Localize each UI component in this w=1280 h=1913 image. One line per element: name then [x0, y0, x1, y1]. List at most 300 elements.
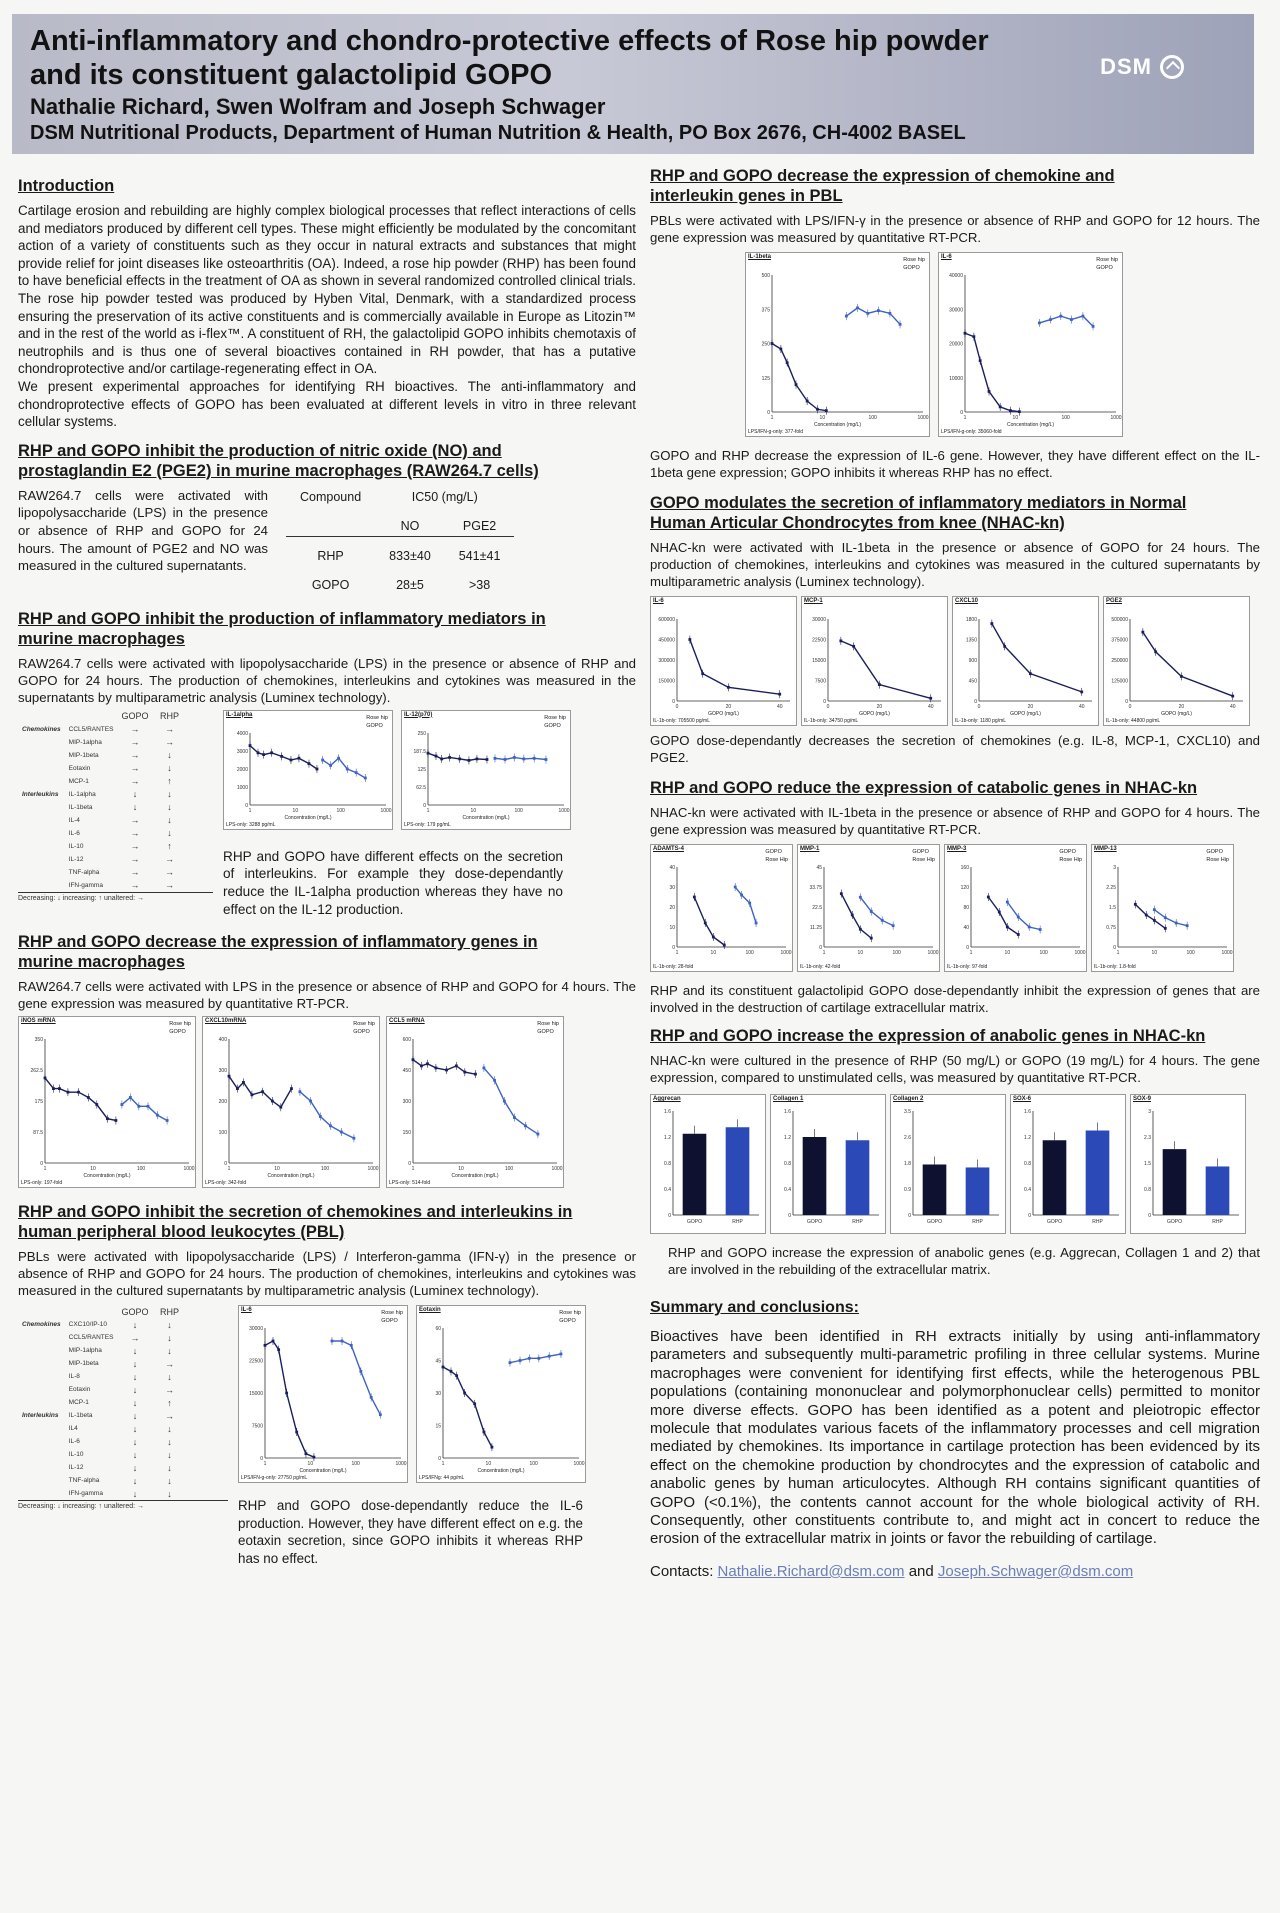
x-label: Concentration (mg/L): [83, 1173, 131, 1180]
y-tick-label: 0: [438, 1456, 441, 1463]
data-point: [120, 1103, 123, 1106]
x-tick-label: GOPO: [1046, 1219, 1063, 1225]
data-point: [264, 1344, 267, 1347]
series-line: [1143, 632, 1233, 696]
series-line: [841, 641, 931, 698]
cell-rhp: ↓: [167, 828, 172, 839]
cell-gopo: →: [130, 854, 140, 865]
series-line: [846, 308, 900, 324]
cell-gopo: →: [130, 828, 140, 839]
data-point: [305, 1452, 308, 1455]
data-point: [319, 1115, 322, 1118]
pbl-text: PBLs were activated with lipopolysaccharide (LPS) / Interferon-gamma (IFN-γ) in the presence or absence of RHP and GOPO for 24 hours. The production of chemokines, interleukins and cytokines was measured in the cultured supernatants by multiparametric analysis (Luminex technology).: [18, 1249, 636, 1299]
table-row: [18, 1370, 186, 1383]
y-tick-label: 250000: [1111, 658, 1128, 664]
table-row: [18, 853, 186, 866]
cell-gopo: ↓: [132, 1436, 138, 1447]
summary-text: Bioactives have been identified in RH extracts initially by using anti-inflammatory parameters and subsequently multi-parametric profiling in three cellular systems. Murine macrophages were convenient for identifying first effects, while the heterogenous PBL populations (containing mononuclear and polymorphonuclear cells) permitted to monitor more diverse effects. GOPO has been identified as a potent and pleiotropic effector molecule that modulates various facets of the inflammatory processes and cell migration mediated by chemokines. Its importance in cartilage protection has been evidenced by its effect on the chemokine production by chondrocytes and the expression of catabolic and anabolic genes by human articulocytes. Although RH contains significant quantities of GOPO (<0.1%), the contents cannot account for the whole biological activity of RH. Consequently, other constituents contribute to, and might act in concert to reduce the erosion of the extracellular matrix in joints or favor the rebuilding of cartilage.: [650, 1328, 1260, 1548]
y-tick-label: 175: [34, 1099, 43, 1106]
y-tick-label: 22.5: [812, 905, 822, 911]
series-line: [265, 1341, 314, 1457]
chart-anab-1: [770, 1094, 886, 1234]
anab-charts: [650, 1094, 1260, 1234]
data-point: [825, 409, 828, 412]
cell-gopo: ↓: [132, 1462, 138, 1473]
data-point: [786, 361, 789, 364]
cell-name: MCP-1: [68, 777, 89, 785]
data-point: [308, 762, 311, 765]
data-point: [1153, 919, 1156, 922]
y-tick-label: 0.8: [1024, 1161, 1031, 1167]
cell-name: CXC10/IP-10: [68, 1321, 107, 1329]
x-tick-label: GOPO: [686, 1219, 703, 1225]
data-point: [1082, 315, 1085, 318]
data-point: [889, 312, 892, 315]
data-point: [537, 1357, 540, 1360]
pbl-effects-table: [18, 1305, 228, 1510]
y-tick-label: 125: [417, 766, 426, 773]
legend-entry: GOPO: [912, 849, 929, 855]
cell-rhp: ↓: [167, 1371, 172, 1382]
cell-name: MIP-1alpha: [68, 738, 102, 746]
legend-gopo: GOPO: [1096, 265, 1113, 271]
y-tick-label: 80: [963, 905, 969, 911]
data-point: [852, 645, 855, 648]
y-tick-label: 125000: [1111, 678, 1128, 685]
genes-charts: [18, 1016, 636, 1188]
cell-gopo: →: [130, 776, 140, 787]
x-tick-label: 10: [710, 950, 717, 956]
data-point: [859, 928, 862, 931]
chart-title: Collagen 2: [893, 1096, 924, 1102]
data-point: [929, 697, 932, 700]
nhac-heading: [650, 493, 1260, 533]
nhac-charts: [650, 596, 1260, 726]
series-line: [122, 1098, 167, 1121]
legend-gopo: GOPO: [903, 265, 920, 271]
legend-gopo: GOPO: [544, 722, 561, 729]
cell-name: IL-6: [68, 829, 80, 837]
baseline-label: LPS-only: 514-fold: [389, 1180, 431, 1187]
x-tick-label: 20: [876, 704, 883, 710]
data-point: [277, 1348, 280, 1351]
series-line: [988, 897, 1018, 935]
chart-svg: [891, 1095, 1005, 1233]
data-point: [95, 1103, 98, 1106]
cell-group: [18, 775, 65, 788]
series-line: [965, 333, 1019, 411]
table-row: [18, 775, 186, 788]
cell-gopo: ↓: [132, 1319, 138, 1330]
baseline-label: IL-1b-only: 44800 pg/mL: [1106, 718, 1161, 724]
x-tick-label: 40: [1229, 704, 1236, 710]
cell-rhp: →: [164, 867, 174, 878]
data-point: [1080, 690, 1083, 693]
chart-svg: [19, 1017, 195, 1187]
cell-name: MCP-1: [68, 1399, 89, 1407]
catab-caption: RHP and its constituent galactolipid GOPO dose-dependantly inhibit the expression of genes that are involved in the destruction of cartilage extracellular matrix.: [650, 983, 1260, 1015]
data-point: [129, 1096, 132, 1099]
cell-group: Interleukins: [22, 1412, 59, 1420]
y-tick-label: 0: [819, 945, 822, 951]
cell-name: IL-4: [68, 816, 80, 824]
data-point: [321, 758, 324, 761]
data-point: [52, 1087, 55, 1090]
email-link-schwager[interactable]: Joseph.Schwager@dsm.com: [937, 1562, 1134, 1580]
data-point: [295, 1431, 298, 1434]
data-point: [1038, 322, 1041, 325]
data-point: [420, 1065, 423, 1068]
cell-name: MIP-1beta: [68, 1360, 99, 1368]
baseline-label: LPS/IFNg: 44 pg/mL: [419, 1475, 465, 1482]
data-point: [771, 342, 774, 345]
col-rhp: RHP: [159, 1306, 179, 1317]
pblgene-caption: GOPO and RHP decrease the expression of IL-6 gene. However, they have different effect on the IL-1beta gene expression; GOPO inhibits it whereas RHP has no effect.: [650, 448, 1260, 480]
x-label: Concentration (mg/L): [299, 1468, 347, 1475]
cell-group: [18, 1474, 65, 1487]
mac-text: RAW264.7 cells were activated with lipopolysaccharide (LPS) in the presence or absence of RHP and GOPO for 24 hours. The production of chemokines, interleukins and cytokines was measured in the supernatants by multiparametric analysis (Luminex technology).: [18, 655, 636, 705]
nhac-text: NHAC-kn were activated with IL-1beta in the presence or absence of GOPO for 24 hours. The production of chemokines, interleukins and cytokines was measured in the cultured supernatants by multiparametric analysis (Luminex technology).: [650, 540, 1260, 589]
legend-entry: Rose Hip: [1206, 857, 1229, 863]
y-tick-label: 22500: [812, 637, 826, 644]
data-point: [1009, 409, 1012, 412]
y-tick-label: 0: [1125, 699, 1128, 705]
x-tick-label: 100: [336, 807, 345, 814]
x-tick-label: 10: [470, 807, 477, 814]
y-tick-label: 15000: [249, 1391, 263, 1398]
y-tick-label: 200: [218, 1099, 227, 1106]
cell-group: Interleukins: [22, 790, 59, 798]
data-point: [316, 767, 319, 770]
legend-entry: Rose Hip: [765, 857, 788, 863]
y-tick-label: 160: [960, 865, 969, 871]
cell-gopo: ↓: [132, 1371, 138, 1382]
y-tick-label: 375000: [1111, 637, 1128, 644]
y-tick-label: 30: [669, 885, 675, 891]
chart-title: IL-1alpha: [226, 711, 253, 718]
cell-group: [18, 840, 65, 853]
table-row: [286, 566, 514, 595]
table-row: [18, 1383, 186, 1396]
y-tick-label: 20000: [949, 341, 963, 348]
x-tick-label: GOPO: [806, 1219, 823, 1225]
chart-pbl-il6-gene: [938, 252, 1123, 437]
data-point: [463, 1392, 466, 1395]
cell-gopo: ↓: [132, 1397, 138, 1408]
cell-name: IL-12: [68, 855, 84, 863]
x-tick-label: 1: [248, 807, 252, 814]
y-tick-label: 0: [823, 699, 826, 705]
data-point: [412, 1058, 415, 1061]
baseline-label: LPS-only: 179 pg/mL: [404, 821, 451, 828]
data-point: [1134, 903, 1137, 906]
x-tick-label: 1: [411, 1166, 415, 1173]
x-tick-label: 10: [857, 950, 864, 956]
data-point: [440, 757, 443, 760]
baseline-label: IL-1b-only: 705500 pg/mL: [653, 718, 710, 724]
cell-group: [18, 814, 65, 827]
data-point: [560, 1353, 563, 1356]
data-point: [755, 922, 758, 925]
chart-svg: [239, 1306, 407, 1482]
cell-rhp: ↓: [167, 1475, 172, 1486]
chart-svg: [651, 1095, 765, 1233]
email-link-richard[interactable]: Nathalie.Richard@dsm.com: [717, 1562, 905, 1580]
y-tick-label: 30000: [949, 307, 963, 314]
cell-group: [18, 866, 65, 879]
no-text: RAW264.7 cells were activated with lipopolysaccharide (LPS) in the presence or absence of RHP and GOPO for 24 hours. The amount of PGE2 and NO was measured in the cultured supernatants.: [18, 487, 268, 574]
data-point: [476, 757, 479, 760]
cell-name: IL-10: [68, 1451, 84, 1459]
pbl-heading: [18, 1202, 636, 1242]
legend-entry: GOPO: [1059, 849, 1076, 855]
x-tick-label: 1: [969, 950, 973, 956]
legend-entry: GOPO: [1206, 849, 1223, 855]
series-line: [690, 640, 780, 695]
x-tick-label: RHP: [732, 1219, 743, 1225]
data-point: [249, 744, 252, 747]
y-tick-label: 0.8: [1144, 1187, 1151, 1193]
data-point: [298, 757, 301, 760]
cell: 28±5: [396, 577, 424, 592]
data-point: [503, 1100, 506, 1103]
cell-rhp: ↓: [167, 789, 172, 800]
data-point: [58, 1087, 61, 1090]
data-point: [1153, 908, 1156, 911]
data-point: [987, 896, 990, 899]
data-point: [892, 924, 895, 927]
intro-paragraph-2: We present experimental approaches for identifying RH bioactives. The anti-inflammatory and chondroprotective effects of GOPO has been evaluated at different levels in vitro in three relevant cellular systems.: [18, 378, 636, 430]
right-column: [650, 160, 1260, 1580]
cell-name: MIP-1beta: [68, 751, 99, 759]
cell-gopo: ↓: [132, 1488, 138, 1499]
x-tick-label: 10: [1012, 415, 1019, 421]
x-tick-label: 10: [292, 807, 299, 814]
data-point: [290, 758, 293, 761]
x-tick-label: 100: [892, 950, 901, 956]
chart-svg: [402, 711, 570, 829]
col-gopo: GOPO: [121, 1306, 149, 1317]
data-point: [533, 757, 536, 760]
cell-gopo: ↓: [132, 1423, 138, 1434]
pbl-figures: [18, 1305, 636, 1567]
cell-gopo: ↓: [132, 1410, 138, 1421]
cell: 541±41: [458, 548, 501, 563]
chart-title: Aggrecan: [653, 1096, 681, 1102]
x-tick-label: 1: [675, 950, 679, 956]
pbl-heading-line1: RHP and GOPO inhibit the secretion of chemokines and interleukins in: [18, 1203, 573, 1222]
y-tick-label: 0: [260, 1456, 263, 1463]
x-label: Concentration (mg/L): [267, 1173, 315, 1180]
x-tick-label: 10: [819, 415, 826, 421]
y-tick-label: 1.2: [664, 1135, 671, 1141]
x-label: Concentration (mg/L): [814, 422, 861, 428]
nhac-heading-line2: Human Articular Chondrocytes from knee (NHAC-kn): [650, 514, 1065, 532]
cell-group: [18, 1435, 65, 1448]
cell: >38: [468, 577, 491, 592]
table-row: [18, 1357, 186, 1370]
data-point: [379, 1413, 382, 1416]
series-line: [229, 1076, 291, 1107]
anab-text: NHAC-kn were cultured in the presence of RHP (50 mg/L) or GOPO (19 mg/L) for 4 hours. The gene expression, compared to unstimulated cells, was measured by quantitative RT-PCR.: [650, 1053, 1260, 1085]
series-line: [45, 1078, 116, 1121]
cell-rhp: ↑: [167, 841, 172, 852]
y-tick-label: 3.5: [904, 1109, 911, 1115]
table-row: [18, 814, 186, 827]
chart-pbl-il1beta: [745, 252, 930, 437]
cell-gopo: ↓: [132, 1475, 138, 1486]
baseline-label: LPS-only: 3288 pg/mL: [226, 821, 276, 828]
mac-caption: RHP and GOPO have different effects on the secretion of interleukins. For example they dose-dependantly reduce the IL-1alpha production whereas they have no effect on the IL-12 production.: [223, 848, 563, 917]
baseline-label: LPS/IFN-g-only: 35060-fold: [941, 429, 1002, 435]
anab-heading: RHP and GOPO increase the expression of anabolic genes in NHAC-kn: [650, 1027, 1206, 1045]
x-tick-label: 0: [675, 704, 679, 710]
legend-entry: Rose Hip: [912, 857, 935, 863]
x-tick-label: 1000: [183, 1166, 195, 1173]
data-point: [350, 1344, 353, 1347]
data-point: [881, 919, 884, 922]
x-tick-label: 1000: [551, 1166, 563, 1173]
series-line: [1039, 316, 1093, 326]
y-tick-label: 11.25: [809, 925, 822, 931]
pblgene-heading: [650, 166, 1260, 206]
series-line: [735, 887, 756, 923]
y-tick-label: 15: [435, 1423, 441, 1430]
contacts-and: and: [908, 1562, 934, 1580]
data-point: [1154, 650, 1157, 653]
data-point: [851, 914, 854, 917]
ic50-table: [286, 487, 514, 595]
data-point: [483, 1067, 486, 1070]
data-point: [1039, 928, 1042, 931]
y-tick-label: 45: [816, 865, 822, 871]
x-label: Concentration (mg/L): [462, 814, 510, 821]
data-point: [504, 758, 507, 761]
data-point: [448, 756, 451, 759]
baseline-label: IL-1b-only: 28-fold: [653, 964, 694, 970]
data-point: [866, 312, 869, 315]
x-tick-label: 0: [977, 704, 981, 710]
data-point: [337, 757, 340, 760]
legend-rose: Rose hip: [353, 1021, 375, 1028]
cell: GOPO: [311, 577, 350, 592]
y-tick-label: 0: [408, 1161, 411, 1168]
cell-group: [18, 1357, 65, 1370]
chart-svg: [945, 845, 1086, 971]
legend-rose: Rose hip: [1096, 257, 1118, 263]
chart-svg: [203, 1017, 379, 1187]
chart-eotaxin: [416, 1305, 586, 1483]
mac-effects-table: [18, 710, 213, 902]
ic50-sub-no: NO: [375, 507, 445, 537]
data-point: [346, 767, 349, 770]
ic50-col-compound: Compound: [300, 489, 362, 504]
data-point: [723, 944, 726, 947]
data-point: [77, 1091, 80, 1094]
data-point: [1141, 631, 1144, 634]
no-heading-line1: RHP and GOPO inhibit the production of nitric oxide (NO) and: [18, 441, 502, 460]
genes-heading-line2: murine macrophages: [18, 953, 185, 972]
pbl-caption: RHP and GOPO dose-dependantly reduce the IL-6 production. However, they have different effect on e.g. the eotaxin secretion, since GOPO inhibits it whereas RHP has no effect.: [238, 1498, 583, 1566]
cell-gopo: →: [130, 880, 140, 891]
table-row: [18, 1318, 186, 1331]
data-point: [988, 390, 991, 393]
cell-rhp: →: [164, 880, 174, 891]
cell-rhp: ↓: [167, 750, 172, 761]
cell-group: [18, 1383, 65, 1396]
cell-name: CCL5/RANTES: [68, 1334, 114, 1342]
legend-rose: Rose hip: [544, 714, 566, 721]
x-tick-label: 100: [1061, 415, 1070, 421]
cell-rhp: ↓: [167, 1436, 172, 1447]
bar: [1163, 1149, 1187, 1215]
chart-svg: [651, 597, 796, 725]
y-tick-label: 1.2: [784, 1135, 791, 1141]
cell-gopo: →: [130, 1332, 140, 1343]
x-tick-label: 1000: [395, 1461, 407, 1468]
chart-anab-3: [1010, 1094, 1126, 1234]
data-point: [426, 1062, 429, 1065]
chart-title: MMP-3: [947, 846, 967, 852]
chart-title: PGE2: [1106, 598, 1123, 604]
baseline-label: LPS-only: 197-fold: [21, 1180, 63, 1187]
chart-title: ADAMTS-4: [653, 846, 684, 852]
y-tick-label: 1800: [965, 617, 977, 623]
pbl-charts: [238, 1305, 598, 1567]
cell-gopo: →: [130, 737, 140, 748]
data-point: [1003, 645, 1006, 648]
y-tick-label: 150000: [658, 678, 675, 685]
data-point: [137, 1105, 140, 1108]
data-point: [280, 755, 283, 758]
x-tick-label: 1: [963, 415, 967, 421]
cell-group: [18, 749, 65, 762]
data-point: [285, 1392, 288, 1395]
x-tick-label: GOPO: [1166, 1219, 1183, 1225]
x-label: Concentration (mg/L): [451, 1173, 499, 1180]
x-tick-label: 20: [1027, 704, 1034, 710]
table-row: [18, 1448, 186, 1461]
poster-title: [30, 24, 1070, 92]
y-tick-label: 120: [960, 885, 969, 891]
chart-anab-4: [1130, 1094, 1246, 1234]
y-tick-label: 0.4: [664, 1187, 671, 1193]
y-tick-label: 0: [245, 802, 248, 809]
series-line: [323, 758, 366, 778]
y-tick-label: 1.2: [1024, 1135, 1031, 1141]
data-point: [236, 1087, 239, 1090]
cell-gopo: ↓: [132, 1449, 138, 1460]
x-tick-label: 1000: [927, 950, 939, 956]
data-point: [859, 896, 862, 899]
chart-svg: [1131, 1095, 1245, 1233]
cell-group: [18, 1370, 65, 1383]
x-tick-label: 40: [1078, 704, 1085, 710]
chart-svg: [798, 845, 939, 971]
chart-catab-2: [944, 844, 1087, 972]
y-tick-label: 450: [402, 1068, 411, 1075]
legend-gopo: GOPO: [381, 1318, 398, 1325]
legend-entry: GOPO: [765, 849, 782, 855]
data-point: [1017, 916, 1020, 919]
ic50-col-header: IC50 (mg/L): [411, 489, 478, 504]
y-tick-label: 100: [218, 1130, 227, 1137]
y-tick-label: 7500: [251, 1423, 263, 1430]
cell-rhp: ↑: [167, 1397, 172, 1408]
catab-heading: RHP and GOPO reduce the expression of catabolic genes in NHAC-kn: [650, 779, 1198, 797]
data-point: [455, 1065, 458, 1068]
data-point: [806, 400, 809, 403]
